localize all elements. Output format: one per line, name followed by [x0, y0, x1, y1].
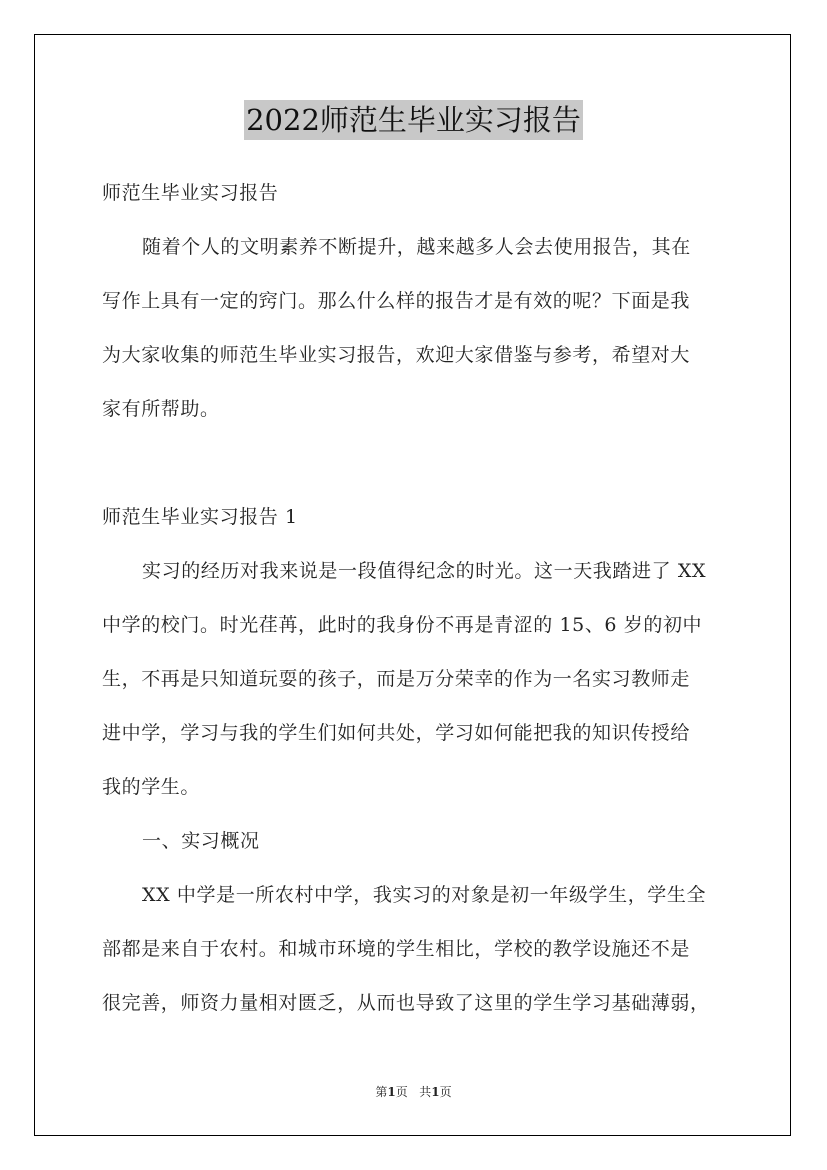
body-line: 实习的经历对我来说是一段值得纪念的时光。这一天我踏进了 XX [142, 560, 707, 582]
document-subtitle: 师范生毕业实习报告 [102, 182, 279, 204]
total-suffix: 页 [439, 1085, 452, 1099]
body-line: 进中学，学习与我的学生们如何共处，学习如何能把我的知识传授给 [102, 722, 691, 744]
body-line: XX 中学是一所农村中学，我实习的对象是初一年级学生，学生全 [142, 884, 707, 906]
body-line: 生，不再是只知道玩耍的孩子，而是万分荣幸的作为一名实习教师走 [102, 668, 691, 690]
page-footer [0, 1083, 827, 1101]
intro-line: 家有所帮助。 [102, 398, 220, 420]
page-number: 1 [387, 1085, 396, 1099]
subheading: 一、实习概况 [142, 830, 260, 852]
total-pages: 1 [431, 1085, 440, 1099]
section-heading: 师范生毕业实习报告 1 [102, 506, 298, 528]
body-line: 我的学生。 [102, 776, 201, 798]
body-line: 部都是来自于农村。和城市环境的学生相比，学校的教学设施还不是 [102, 938, 691, 960]
intro-line: 为大家收集的师范生毕业实习报告，欢迎大家借鉴与参考，希望对大 [102, 344, 691, 366]
intro-line: 随着个人的文明素养不断提升，越来越多人会去使用报告，其在 [142, 236, 691, 258]
body-line: 中学的校门。时光荏苒，此时的我身份不再是青涩的 15、6 岁的初中 [102, 614, 703, 636]
body-line: 很完善，师资力量相对匮乏，从而也导致了这里的学生学习基础薄弱， [102, 992, 710, 1014]
page-suffix: 页 [395, 1085, 408, 1099]
intro-line: 写作上具有一定的窍门。那么什么样的报告才是有效的呢？下面是我 [102, 290, 691, 312]
page-prefix: 第 [375, 1085, 388, 1099]
total-prefix: 共 [419, 1085, 432, 1099]
document-title: 2022师范生毕业实习报告 [244, 100, 583, 140]
title-container [0, 100, 827, 140]
